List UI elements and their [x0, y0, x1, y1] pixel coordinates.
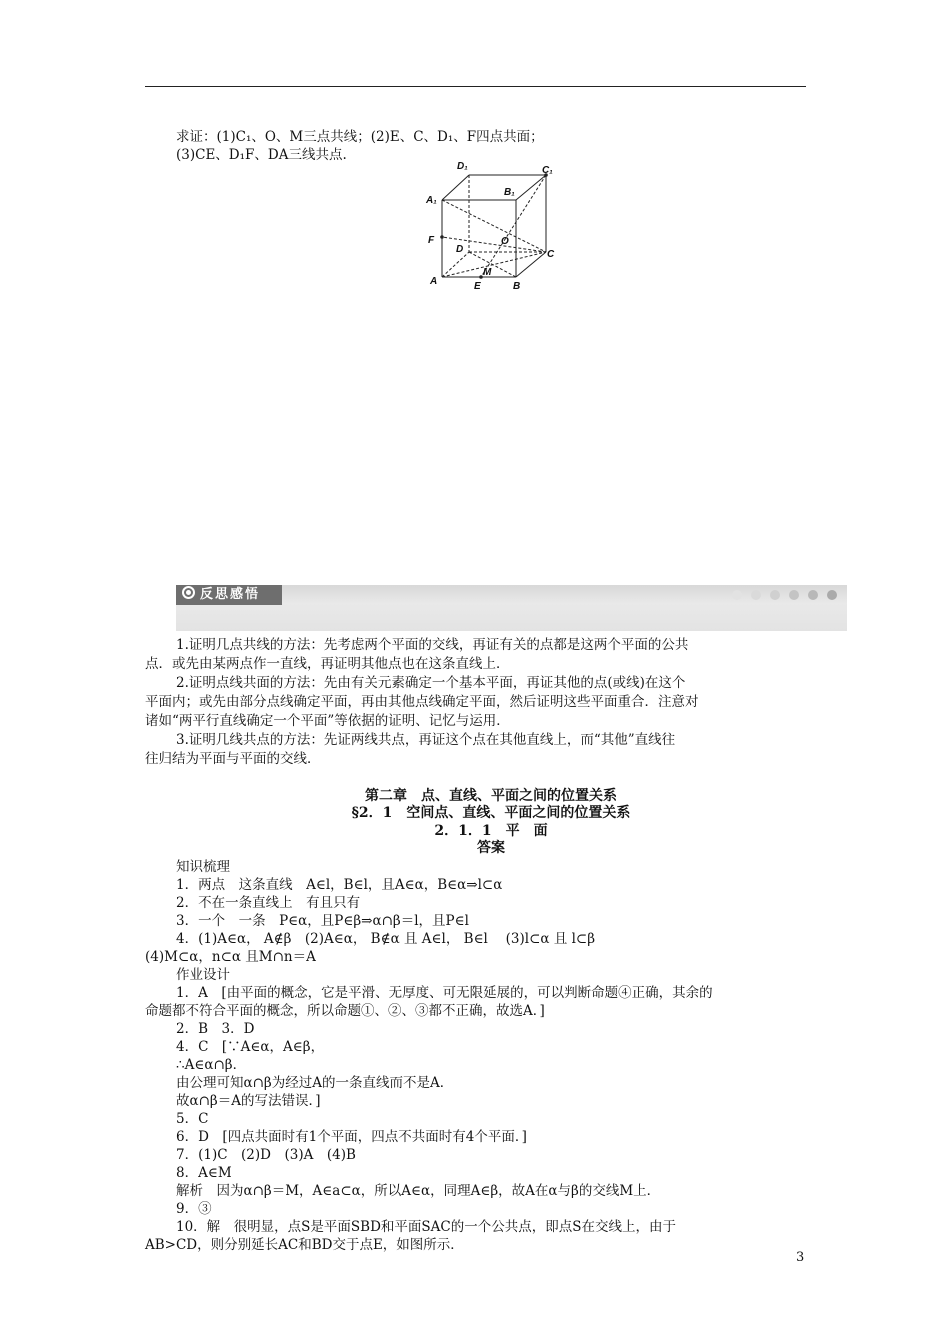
answer-line: AB>CD，则分别延长AC和BD交于点E，如图所示． [145, 1237, 464, 1253]
label-d1: D₁ [457, 161, 468, 172]
header-rule [145, 86, 806, 87]
answer-line: 1．A [由平面的概念，它是平滑、无厚度、可无限延展的，可以判断命题④正确，其余的 [176, 985, 713, 1001]
answer-line: 故α∩β＝A的写法错误．] [176, 1093, 321, 1109]
answer-line: 6．D [四点共面时有1个平面，四点不共面时有4个平面．] [176, 1129, 527, 1145]
reflection-p2b: 平面内；或先由部分点线确定平面，再由其他点线确定平面，然后证明这些平面重合．注意对 [145, 694, 699, 710]
decor-dot [751, 590, 761, 600]
page-number: 3 [796, 1250, 805, 1265]
label-c1: C₁ [542, 165, 553, 176]
decor-dot [827, 590, 837, 600]
reflection-p1b: 点．或先由某两点作一直线，再证明其他点也在这条直线上． [145, 656, 510, 672]
answer-line: 7．(1)C (2)D (3)A (4)B [176, 1147, 356, 1163]
answer-line: 8．A∈M [176, 1165, 232, 1181]
subsection-heading: 2．1．1 平 面 [434, 823, 548, 839]
answer-line: 2．不在一条直线上 有且只有 [176, 895, 361, 911]
answer-line: 作业设计 [176, 967, 230, 983]
answer-line: 2．B 3．D [176, 1021, 255, 1037]
label-c: C [547, 249, 555, 260]
decor-dots [732, 590, 837, 600]
answer-line: 解析 因为α∩β＝M，A∈a⊂α，所以A∈α，同理A∈β，故A在α与β的交线M上． [176, 1183, 661, 1199]
banner-title: 反思感悟 [200, 587, 261, 602]
answers-heading: 答案 [477, 840, 505, 856]
answer-line: 由公理可知α∩β为经过A的一条直线而不是A． [176, 1075, 454, 1091]
label-d: D [456, 244, 464, 255]
answer-line: (4)M⊂α，n⊂α 且M∩n＝A [145, 949, 316, 965]
answer-line: 知识梳理 [176, 859, 230, 875]
label-f: F [428, 235, 435, 246]
decor-dot [789, 590, 799, 600]
decor-dot [732, 590, 742, 600]
answer-line: 3．一个 一条 P∈α，且P∈β⇒α∩β＝l，且P∈l [176, 913, 469, 929]
label-e: E [474, 281, 481, 292]
target-icon [182, 586, 195, 599]
banner-tag [176, 585, 282, 605]
label-a: A [430, 276, 438, 287]
label-o: O [501, 236, 509, 247]
reflection-p3b: 往归结为平面与平面的交线． [145, 751, 321, 767]
chapter-heading: 第二章 点、直线、平面之间的位置关系 [365, 788, 617, 804]
answer-line: 4．C [∵A∈α，A∈β， [176, 1039, 325, 1055]
label-m: M [483, 267, 492, 278]
proof-line-1: 求证：(1)C₁、O、M三点共线；(2)E、C、D₁、F四点共面； [176, 129, 544, 145]
answer-line: 5．C [176, 1111, 209, 1127]
label-b: B [513, 281, 521, 292]
answer-line: 10．解 很明显，点S是平面SBD和平面SAC的一个公共点，即点S在交线上，由于 [176, 1219, 676, 1235]
label-b1: B₁ [504, 187, 515, 198]
reflection-banner [176, 585, 847, 631]
decor-dot [770, 590, 780, 600]
proof-line-2: (3)CE、D₁F、DA三线共点. [176, 147, 347, 163]
cube-figure [424, 155, 564, 297]
reflection-p3a: 3.证明几线共点的方法：先证两线共点，再证这个点在其他直线上，而“其他”直线往 [176, 732, 676, 748]
reflection-p2c: 诸如“两平行直线确定一个平面”等依据的证明、记忆与运用． [145, 713, 510, 729]
answer-line: ∴A∈α∩β． [176, 1057, 247, 1073]
answer-line: 命题都不符合平面的概念，所以命题①、②、③都不正确，故选A．] [145, 1003, 545, 1019]
section-heading: §2．1 空间点、直线、平面之间的位置关系 [351, 805, 631, 821]
answer-line: 4．(1)A∈α， A∉β (2)A∈α， B∉α 且 A∈l， B∈l (3)l⊂α 且 l⊂β [176, 931, 596, 947]
reflection-p1a: 1.证明几点共线的方法：先考虑两个平面的交线，再证有关的点都是这两个平面的公共 [176, 637, 689, 653]
label-a1: A₁ [426, 195, 437, 206]
decor-dot [808, 590, 818, 600]
reflection-p2a: 2.证明点线共面的方法：先由有关元素确定一个基本平面，再证其他的点(或线)在这个 [176, 675, 686, 691]
answer-line: 1．两点 这条直线 A∈l，B∈l，且A∈α，B∈α⇒l⊂α [176, 877, 503, 893]
answer-line: 9．③ [176, 1201, 212, 1217]
